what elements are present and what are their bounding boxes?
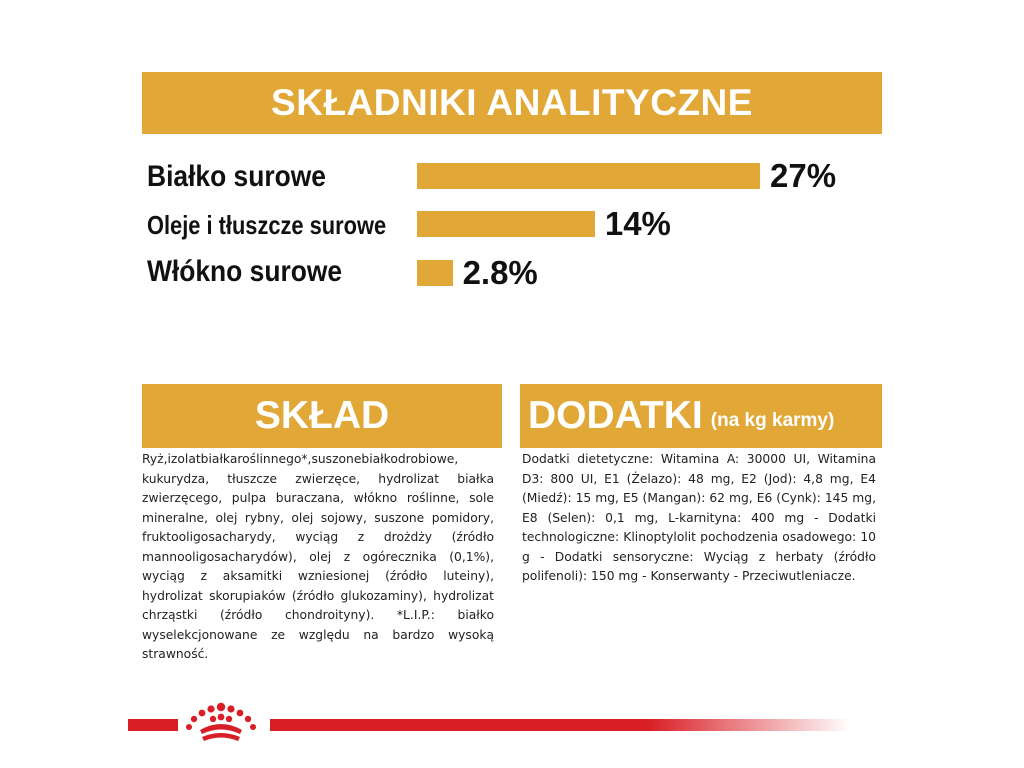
additives-subheading: (na kg karmy) <box>710 410 835 431</box>
analytics-bar-protein <box>417 163 760 189</box>
analytics-label-protein: Białko surowe <box>147 160 326 193</box>
analytics-bar-fibre <box>417 260 453 286</box>
royal-canin-crown-icon <box>180 700 262 750</box>
footer-line-left <box>128 719 178 731</box>
additives-heading-banner <box>520 384 882 448</box>
analytics-value-protein: 27% <box>770 157 837 194</box>
analytics-value-fibre: 2.8% <box>462 254 538 291</box>
composition-text: Ryż,izolatbiałkaroślinnego*,suszonebiałkodrobiowe, kukurydza, tłuszcze zwierzęce, hydrolizat białka zwierzęcego, pulpa buraczana, włókno roślinne, sole mineralne, olej rybny, olej sojowy, suszone pomidory, fruktooligosacharydy, wyciąg z drożdży (źródło mannooligosacharydów), olej z ogórecznika (0,1%), wyciąg z aksamitki wzniesionej (źródło luteiny), hydrolizat skorupiaków (źródło glukozaminy), hydrolizat chrząstki (źródło chondroityny). *L.I.P.: białko wyselekcjonowane ze względu na bardzo wysoką strawność. <box>142 452 494 661</box>
analytics-value-fat: 14% <box>604 205 671 242</box>
additives-heading: DODATKI <box>528 394 703 437</box>
analytics-label-fibre: Włókno surowe <box>147 255 343 288</box>
footer-line-right <box>270 719 850 731</box>
additives-text: Dodatki dietetyczne: Witamina A: 30000 UI, Witamina D3: 800 UI, E1 (Żelazo): 48 mg, E2 (Jod): 4,8 mg, E4 (Miedź): 15 mg, E5 (Mangan): 62 mg, E6 (Cynk): 145 mg, E8 (Selen): 0,1 mg, L-karnityna: 400 mg - Dodatki technologiczne: Klinoptylolit pochodzenia osadowego: 10 g - Dodatki sensoryczne: Wyciąg z herbaty (źródło polifenoli): 150 mg - Konserwanty - Przeciwutleniacze. <box>522 452 876 583</box>
composition-heading: SKŁAD <box>254 394 390 437</box>
analytics-label-fat: Oleje i tłuszcze surowe <box>147 210 387 240</box>
analytics-heading-banner <box>142 72 882 134</box>
composition-heading-banner <box>142 384 502 448</box>
analytics-bar-fat <box>417 211 595 237</box>
analytics-heading: SKŁADNIKI ANALITYCZNE <box>271 82 753 123</box>
